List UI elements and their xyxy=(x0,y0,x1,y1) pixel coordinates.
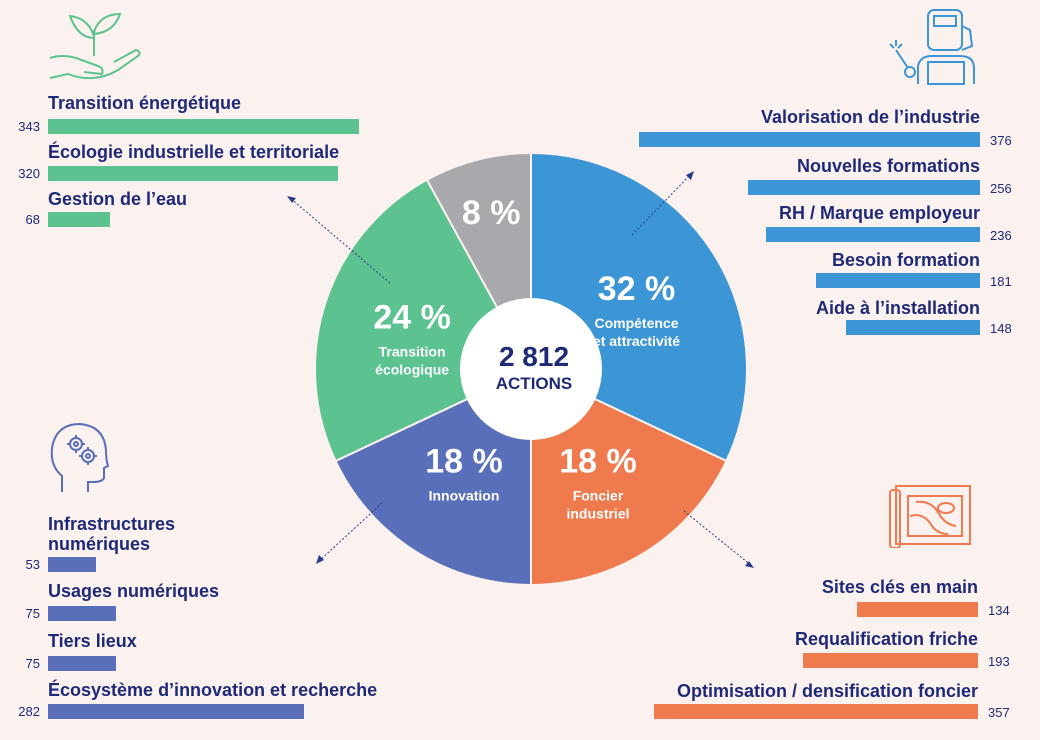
center-label: ACTIONS xyxy=(495,374,573,393)
bar-value: 282 xyxy=(18,704,40,719)
arrowhead-competence xyxy=(686,171,694,180)
slice-name-innovation: Innovation xyxy=(428,487,500,504)
bar-value: 256 xyxy=(990,181,1012,196)
bar-label: Requalification friche xyxy=(794,629,978,649)
bar-value: 236 xyxy=(990,228,1012,243)
arrowhead-innovation xyxy=(316,555,324,564)
bar-label: Valorisation de l’industrie xyxy=(760,107,980,127)
center-total: 2 812 xyxy=(498,341,570,372)
bar-label: Usages numériques xyxy=(48,581,220,601)
slice-name-ecologie: Transition xyxy=(378,343,446,360)
arrow-innovation xyxy=(318,503,382,562)
slice-name-ecologie: écologique xyxy=(375,361,450,378)
bar-value: 193 xyxy=(988,654,1010,669)
bar-value: 75 xyxy=(25,606,40,621)
bar-competence xyxy=(748,180,980,195)
bar-label: Sites clés en main xyxy=(821,577,978,597)
bar-innovation xyxy=(48,704,304,719)
slice-name-foncier: Foncier xyxy=(572,487,624,504)
arrow-foncier xyxy=(684,511,752,566)
bar-competence xyxy=(816,273,980,288)
bar-value: 148 xyxy=(990,321,1012,336)
bar-foncier xyxy=(803,653,978,668)
bar-value: 376 xyxy=(990,133,1012,148)
bar-label: Besoin formation xyxy=(831,250,980,270)
head-gears-icon xyxy=(48,420,110,494)
slice-name-foncier: industriel xyxy=(566,505,630,522)
bar-innovation xyxy=(48,656,116,671)
bar-label: RH / Marque employeur xyxy=(778,203,980,223)
bar-label: Écosystème d’innovation et recherche xyxy=(48,680,378,700)
slice-pct-autre: 8 % xyxy=(461,194,521,232)
slice-pct-foncier: 18 % xyxy=(559,442,637,481)
bar-label: Écologie industrielle et territoriale xyxy=(48,142,340,162)
bar-foncier xyxy=(857,602,978,617)
bar-label: Tiers lieux xyxy=(48,631,137,651)
bar-label: Nouvelles formations xyxy=(796,156,980,176)
bar-competence xyxy=(766,227,980,242)
bar-ecologie xyxy=(48,166,338,181)
bar-value: 357 xyxy=(988,705,1010,720)
bar-value: 53 xyxy=(25,557,40,572)
slice-name-competence: Compétence xyxy=(594,315,679,331)
bar-value: 134 xyxy=(988,603,1010,618)
bar-label: Optimisation / densification foncier xyxy=(676,681,978,701)
bar-innovation xyxy=(48,557,96,572)
slice-pct-innovation: 18 % xyxy=(425,442,503,481)
bar-competence xyxy=(639,132,980,147)
land-map-icon xyxy=(886,482,972,548)
slice-name-competence: et attractivité xyxy=(592,333,681,349)
plant-hand-icon xyxy=(48,8,144,88)
bar-value: 75 xyxy=(25,656,40,671)
bar-label: Aide à l’installation xyxy=(815,298,980,318)
bar-value: 181 xyxy=(990,274,1012,289)
slice-pct-ecologie: 24 % xyxy=(373,298,451,337)
bar-innovation xyxy=(48,606,116,621)
slice-pct-competence: 32 % xyxy=(597,270,676,308)
bar-value: 320 xyxy=(18,166,40,181)
welder-icon xyxy=(888,6,980,86)
bar-label: Gestion de l’eau xyxy=(48,189,188,209)
bar-value: 343 xyxy=(18,119,40,134)
bar-foncier xyxy=(654,704,978,719)
bar-ecologie xyxy=(48,119,359,134)
bar-label: Transition énergétique xyxy=(48,93,242,113)
bar-ecologie xyxy=(48,212,110,227)
bar-value: 68 xyxy=(25,212,40,227)
bar-label: Infrastructures numériques xyxy=(48,514,176,554)
bar-competence xyxy=(846,320,980,335)
